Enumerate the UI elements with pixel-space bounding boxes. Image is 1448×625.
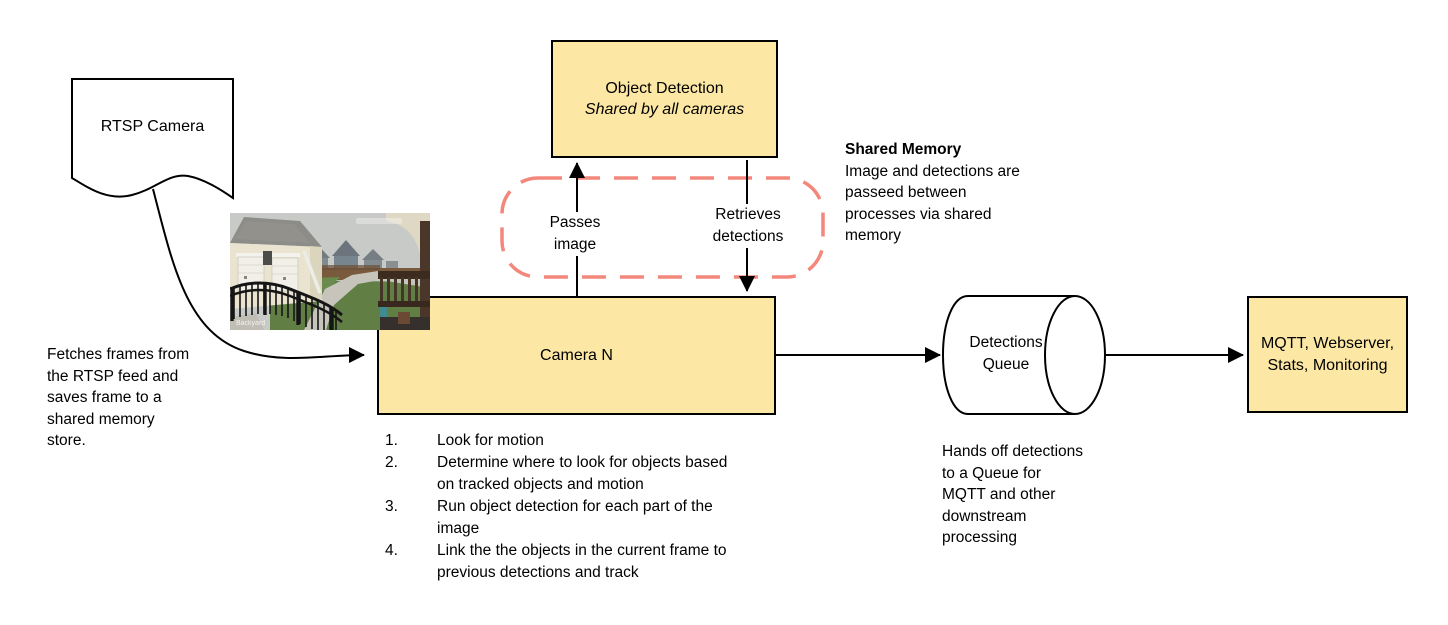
shared-memory-line: passeed between <box>845 184 967 201</box>
rtsp-camera-shape <box>70 77 237 207</box>
fetch-note-line: the RTSP feed and <box>47 367 179 385</box>
shared-memory-title: Shared Memory <box>845 141 962 158</box>
handoff-line: to a Queue for <box>942 464 1042 482</box>
object-detection-title: Object Detection <box>605 80 724 97</box>
shared-memory-line: Image and detections are <box>845 162 1020 180</box>
shared-memory-line: memory <box>845 227 901 244</box>
fetch-note <box>47 344 232 452</box>
object-detection-subtitle: Shared by all cameras <box>584 101 745 118</box>
fetch-note-line: Fetches frames from <box>47 346 190 363</box>
camera-step: Look for motion <box>437 432 544 449</box>
camera-step: Link the the objects in the current frame to previous detections and track <box>437 542 727 581</box>
timestamp-overlay <box>356 218 402 224</box>
shared-memory-note <box>845 139 1070 247</box>
handoff-line: MQTT and other <box>942 486 1056 503</box>
camera-n-label: Camera N <box>540 347 613 364</box>
outputs-node <box>1247 296 1408 413</box>
fetch-note-line: saves frame to a <box>47 389 162 406</box>
object-detection-node <box>551 40 778 158</box>
camera-n-node <box>377 296 776 415</box>
detections-queue-label: Detections Queue <box>969 334 1043 373</box>
fetch-note-line: store. <box>47 432 86 449</box>
camera-step: Run object detection for each part of the image <box>437 498 713 537</box>
camera-step: Determine where to look for objects based on tracked objects and motion <box>437 454 728 493</box>
rtsp-camera-label: RTSP Camera <box>100 118 205 135</box>
shared-memory-line: processes via shared <box>845 205 992 223</box>
camera-snapshot-image <box>230 213 430 330</box>
queue-handoff-note <box>942 441 1142 549</box>
outputs-label: MQTT, Webserver, Stats, Monitoring <box>1260 334 1395 374</box>
camera-watermark: Backyard <box>236 320 266 327</box>
handoff-line: Hands off detections <box>942 443 1084 460</box>
passes-image-label: Passes image <box>543 212 607 256</box>
retrieves-detections-label: Retrieves detections <box>701 204 795 248</box>
camera-n-steps <box>377 430 745 584</box>
fetch-note-line: shared memory <box>47 410 155 428</box>
handoff-line: processing <box>942 529 1017 546</box>
handoff-line: downstream <box>942 507 1027 525</box>
